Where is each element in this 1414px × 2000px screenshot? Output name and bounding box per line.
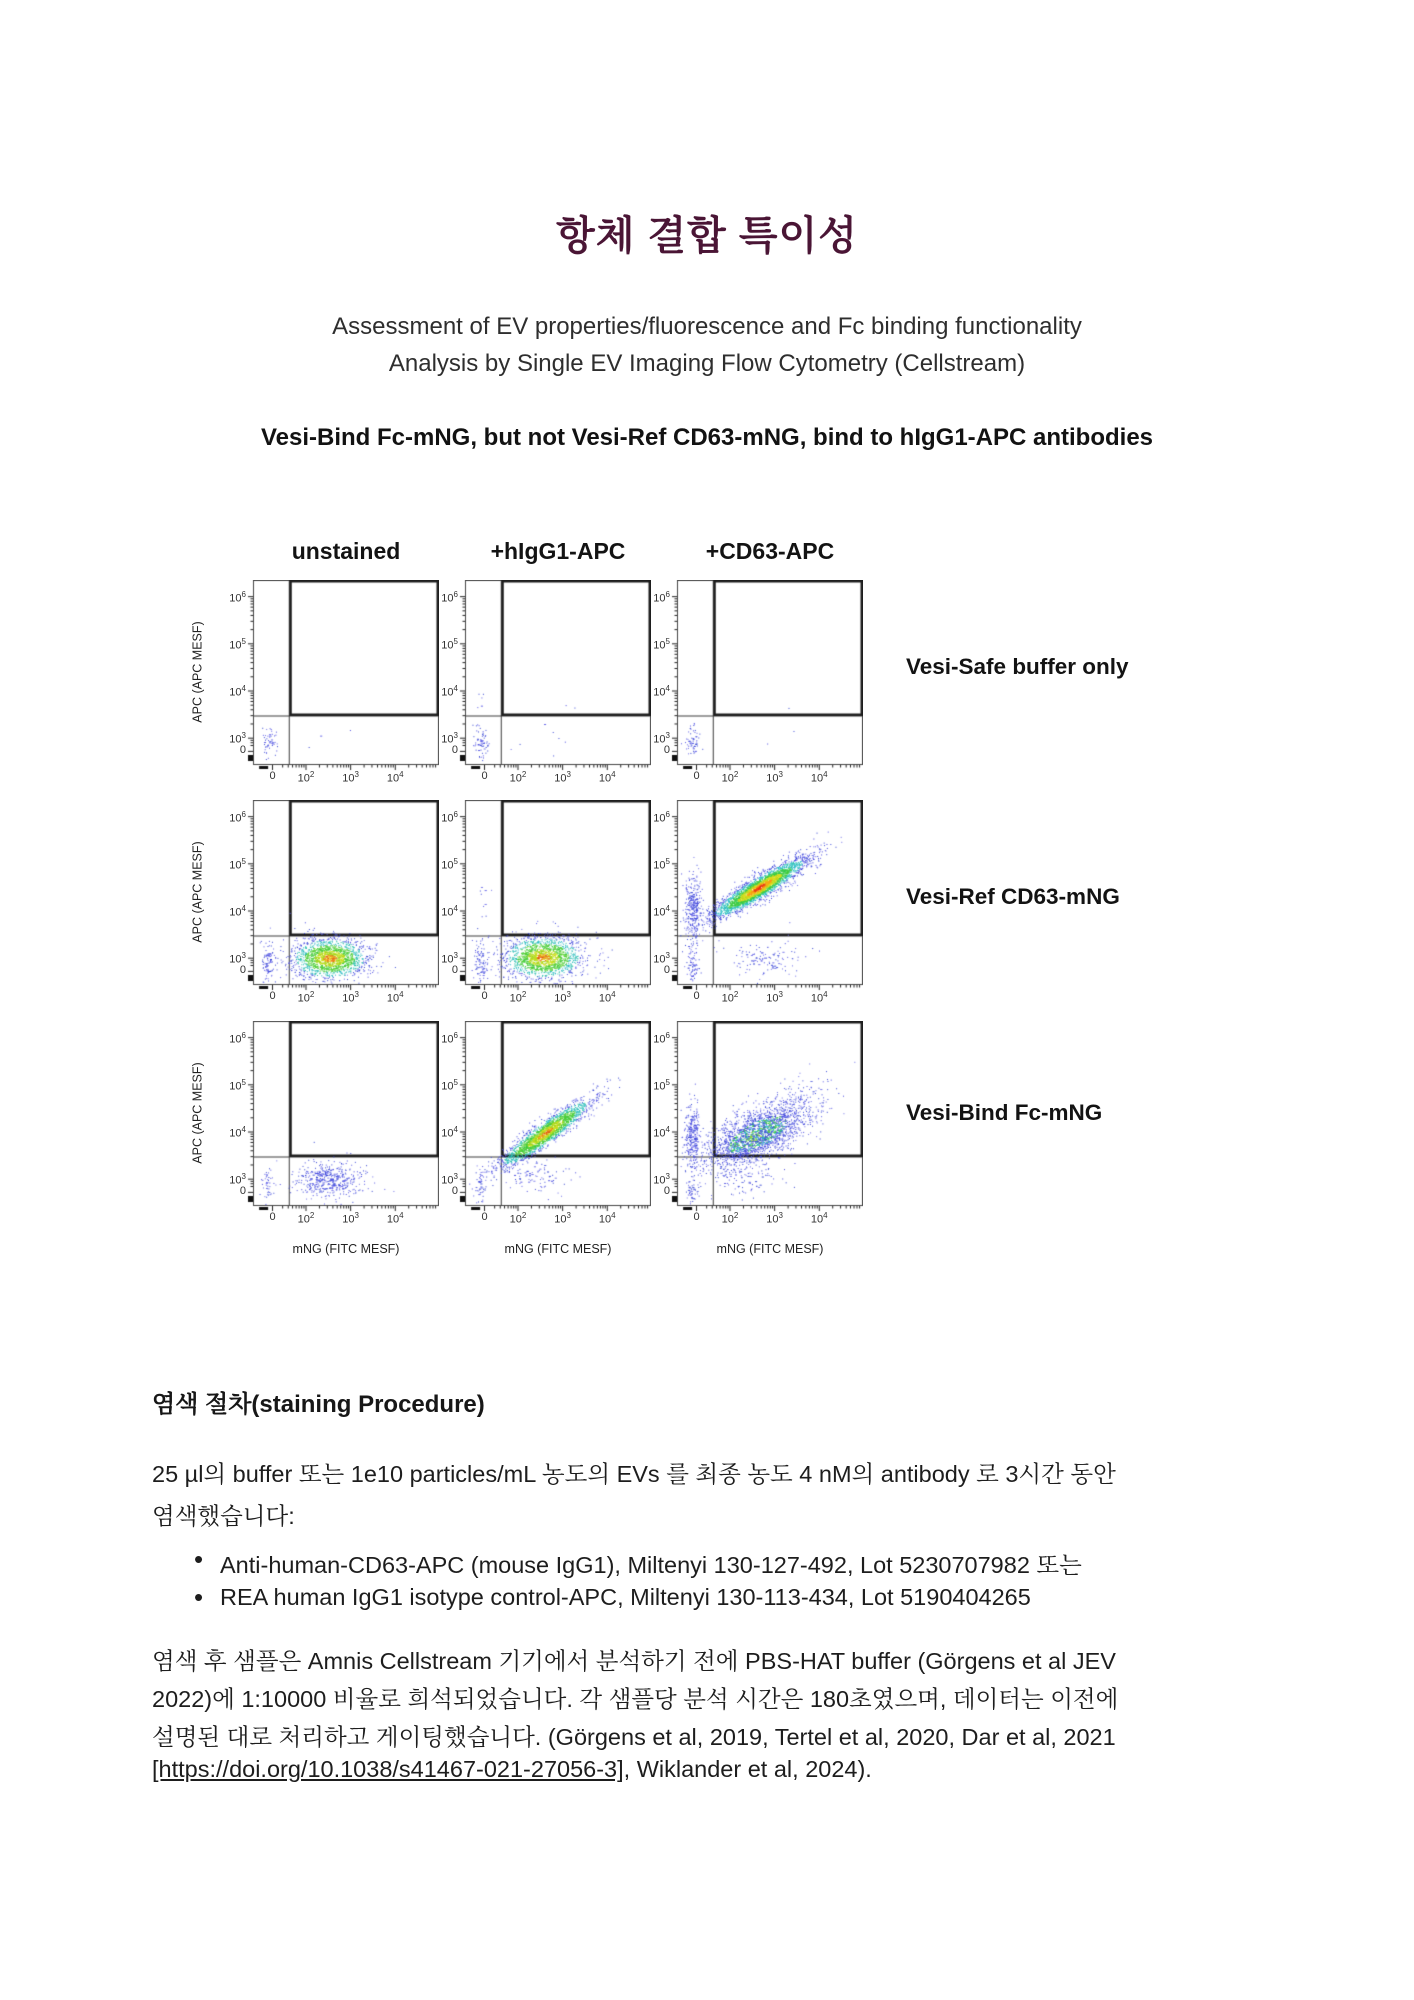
x-axis-label: mNG (FITC MESF) [716,1242,824,1256]
y-tick-label: $10^4$ [653,684,670,699]
y-tick-label: $10^3$ [653,731,670,746]
bullet-antibody-igg1: • REA human IgG1 isotype control-APC, Miltenyi 130-113-434, Lot 5190404265 [220,1584,1031,1611]
x-tick-label: $10^4$ [598,770,616,785]
y-tick-label: $10^3$ [229,1172,246,1187]
y-tick-label: $10^5$ [653,636,670,652]
x-tick-label: $10^4$ [598,990,616,1005]
paragraph-line: 2022)에 1:10000 비율로 희석되었습니다. 각 샘플당 분석 시간은 180초였으며, 데이터는 이전에 [152,1686,1119,1712]
x-tick-label: 0 [481,990,488,1002]
row-label-vesi-ref: Vesi-Ref CD63-mNG [906,884,1120,909]
y-axis-label: APC (APC MESF) [190,840,204,943]
y-tick-label: $10^3$ [441,951,458,966]
x-tick-label: $10^3$ [766,1211,783,1226]
y-tick-label: $10^3$ [229,951,246,966]
scatter-plot-vesi-safe-buffer-only-unstained [239,580,439,781]
y-tick-label: $10^5$ [229,1077,246,1093]
scatter-plot-vesi-ref-cd63-mng-hIgG1-APC [451,800,651,1001]
scatter-plot-vesi-ref-cd63-mng-unstained [239,800,439,1001]
y-tick-label: $10^4$ [653,1125,670,1140]
y-tick-label: $10^3$ [441,1172,458,1187]
y-tick-label: 0 [663,964,670,977]
y-tick-label: 0 [239,744,246,757]
scatter-plot-vesi-bind-fc-mng-hIgG1-APC [451,1021,651,1222]
y-tick-label: $10^6$ [653,809,670,825]
paragraph-line: 염색했습니다: [152,1503,295,1529]
paragraph-line-end: , Wiklander et al, 2024). [623,1756,872,1782]
y-tick-label: $10^3$ [229,731,246,746]
x-tick-label: 0 [693,1211,700,1223]
y-tick-label: $10^5$ [653,856,670,872]
y-tick-label: 0 [239,964,246,977]
x-tick-label: $10^3$ [342,990,359,1005]
y-tick-label: $10^5$ [441,1077,458,1093]
x-tick-label: $10^3$ [554,1211,571,1226]
y-tick-label: $10^6$ [653,1030,670,1046]
staining-section-heading: 염색 절차(staining Procedure) [152,1391,485,1418]
y-tick-label: $10^5$ [229,856,246,872]
y-axis-label: APC (APC MESF) [190,1061,204,1164]
x-tick-label: $10^3$ [342,770,359,785]
paragraph-line [152,1756,872,1783]
scatter-plot-vesi-safe-buffer-only-hIgG1-APC [451,580,651,781]
doi-link[interactable]: [https://doi.org/10.1038/s41467-021-27056-3] [152,1756,624,1782]
x-tick-label: 0 [481,1211,488,1223]
row-label-vesi-bind: Vesi-Bind Fc-mNG [906,1100,1103,1125]
y-tick-label: $10^4$ [441,684,458,699]
y-tick-label: $10^6$ [441,1030,458,1046]
y-tick-label: $10^3$ [653,1172,670,1187]
x-tick-label: $10^2$ [297,1211,315,1226]
bullet-antibody-cd63: • Anti-human-CD63-APC (mouse IgG1), Miltenyi 130-127-492, Lot 5230707982 또는 [220,1546,1082,1580]
x-tick-label: $10^2$ [509,990,527,1005]
y-tick-label: 0 [239,1185,246,1198]
y-tick-label: $10^4$ [441,904,458,919]
paragraph-line: 설명된 대로 처리하고 게이팅했습니다. (Görgens et al, 2019, Tertel et al, 2020, Dar et al, 2021 [152,1724,1116,1750]
y-tick-label: $10^4$ [229,684,246,699]
x-tick-label: $10^3$ [766,990,783,1005]
row-label-vesi-safe: Vesi-Safe buffer only [906,654,1129,679]
x-tick-label: $10^4$ [810,1211,828,1226]
x-axis-label: mNG (FITC MESF) [504,1242,612,1256]
subtitle-line-1: Assessment of EV properties/fluorescence and Fc binding functionality [332,313,1082,340]
y-tick-label: $10^6$ [441,589,458,605]
x-tick-label: $10^2$ [297,990,315,1005]
y-tick-label: $10^6$ [441,809,458,825]
y-axis-label: APC (APC MESF) [190,620,204,723]
x-tick-label: $10^2$ [721,990,739,1005]
x-tick-label: $10^4$ [598,1211,616,1226]
subtitle-line-2: Analysis by Single EV Imaging Flow Cytometry (Cellstream) [388,350,1026,377]
y-tick-label: 0 [451,744,458,757]
x-tick-label: $10^4$ [810,770,828,785]
y-tick-label: $10^5$ [229,636,246,652]
x-tick-label: $10^2$ [297,770,315,785]
x-tick-label: $10^2$ [509,1211,527,1226]
x-tick-label: 0 [269,770,276,782]
x-tick-label: 0 [269,990,276,1002]
x-tick-label: $10^3$ [554,990,571,1005]
scatter-plot-vesi-ref-cd63-mng-CD63-APC [663,800,863,1001]
x-tick-label: $10^2$ [509,770,527,785]
figure-heading: Vesi-Bind Fc-mNG, but not Vesi-Ref CD63-mNG, bind to hIgG1-APC antibodies [260,424,1154,451]
x-tick-label: 0 [693,990,700,1002]
page-title: 항체 결합 특이성 [556,214,858,258]
y-tick-label: $10^3$ [441,731,458,746]
x-tick-label: $10^4$ [810,990,828,1005]
y-tick-label: $10^5$ [441,856,458,872]
y-tick-label: 0 [451,964,458,977]
x-tick-label: $10^4$ [386,1211,404,1226]
y-tick-label: $10^6$ [229,589,246,605]
x-tick-label: 0 [481,770,488,782]
y-tick-label: $10^4$ [653,904,670,919]
paragraph-line: 25 µl의 buffer 또는 1e10 particles/mL 농도의 EVs 를 최종 농도 4 nM의 antibody 로 3시간 동안 [152,1461,1116,1487]
y-tick-label: $10^4$ [441,1125,458,1140]
x-tick-label: $10^4$ [386,770,404,785]
x-tick-label: $10^2$ [721,770,739,785]
x-tick-label: $10^3$ [766,770,783,785]
y-tick-label: $10^4$ [229,904,246,919]
x-tick-label: $10^2$ [721,1211,739,1226]
x-axis-label: mNG (FITC MESF) [292,1242,400,1256]
column-header-unstained: unstained [291,538,401,564]
y-tick-label: $10^6$ [229,809,246,825]
paragraph-line: 염색 후 샘플은 Amnis Cellstream 기기에서 분석하기 전에 PBS-HAT buffer (Görgens et al JEV [152,1648,1116,1674]
y-tick-label: 0 [663,744,670,757]
y-tick-label: 0 [451,1185,458,1198]
scatter-plot-vesi-safe-buffer-only-CD63-APC [663,580,863,781]
y-tick-label: $10^5$ [441,636,458,652]
scatter-plot-vesi-bind-fc-mng-unstained [239,1021,439,1222]
y-tick-label: $10^6$ [229,1030,246,1046]
x-tick-label: $10^3$ [342,1211,359,1226]
y-tick-label: $10^5$ [653,1077,670,1093]
y-tick-label: $10^4$ [229,1125,246,1140]
x-tick-label: 0 [269,1211,276,1223]
x-tick-label: $10^3$ [554,770,571,785]
x-tick-label: 0 [693,770,700,782]
y-tick-label: $10^6$ [653,589,670,605]
column-header-cd63-apc: +CD63-APC [705,538,835,564]
column-header-higg1-apc: +hIgG1-APC [490,538,626,564]
y-tick-label: $10^3$ [653,951,670,966]
y-tick-label: 0 [663,1185,670,1198]
scatter-plot-vesi-bind-fc-mng-CD63-APC [663,1021,863,1222]
x-tick-label: $10^4$ [386,990,404,1005]
